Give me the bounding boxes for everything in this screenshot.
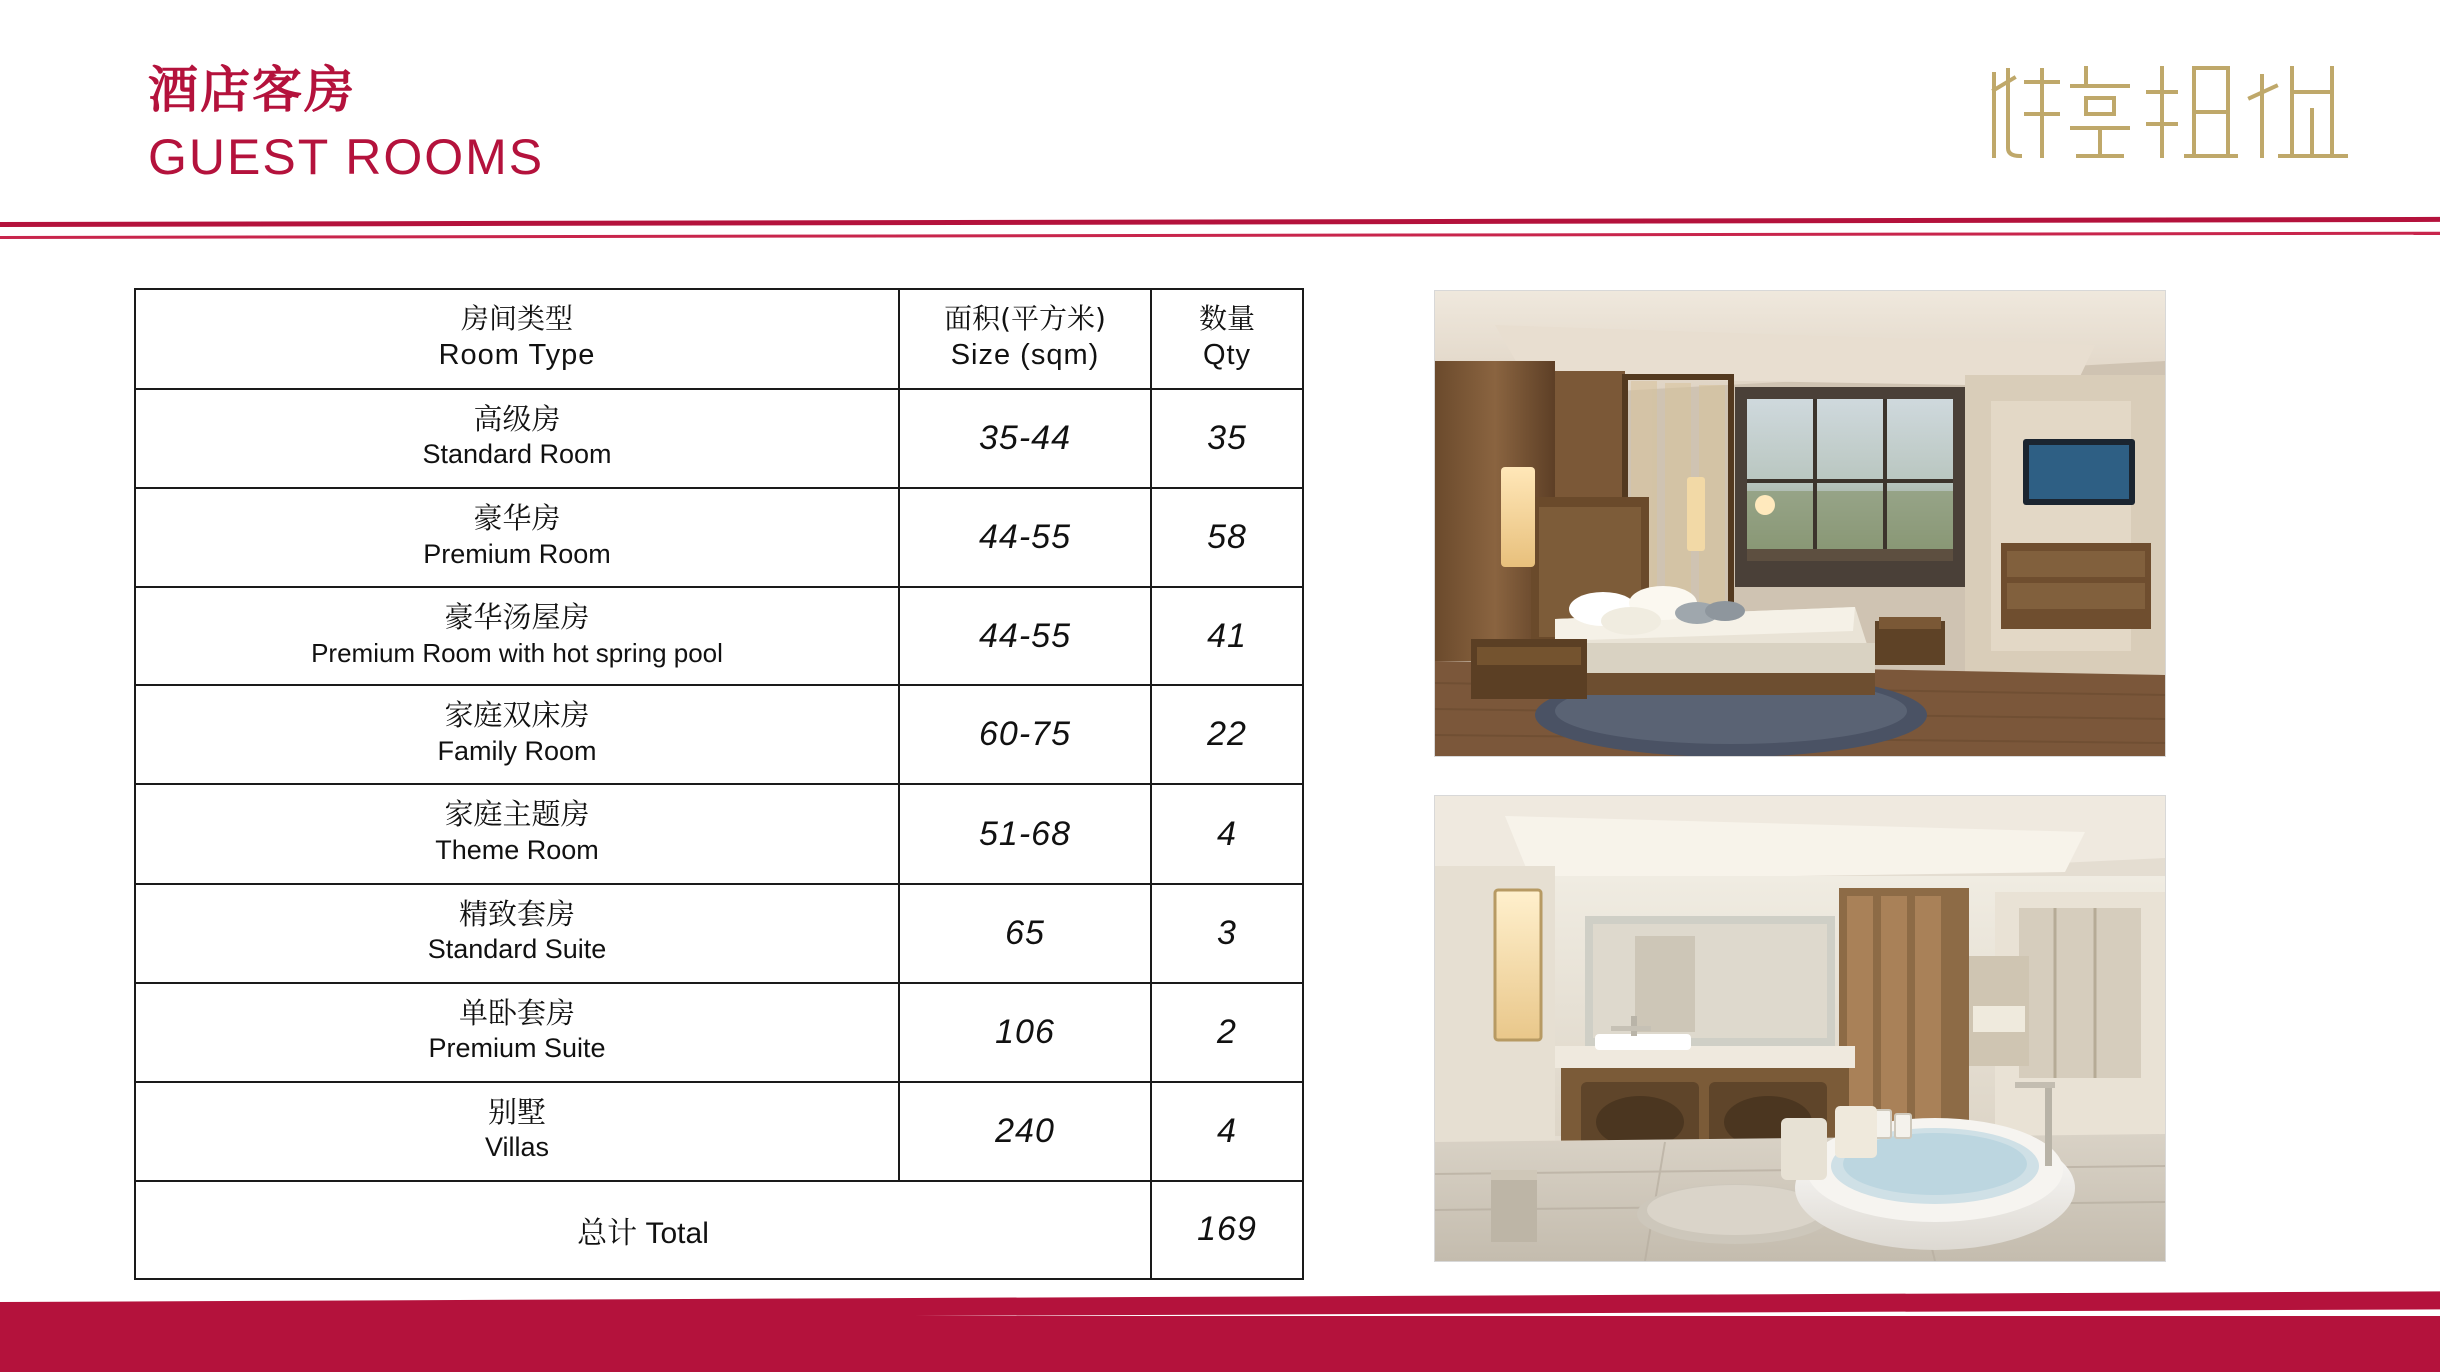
- room-type-en: Premium Suite: [428, 1032, 606, 1063]
- cell-room-type: [135, 587, 899, 685]
- table-row: [135, 488, 1303, 587]
- page-title: [148, 60, 544, 189]
- cell-room-type: [135, 884, 899, 983]
- room-type-cn: 豪华汤屋房: [444, 600, 590, 635]
- brand-logo-icon: [1980, 52, 2360, 172]
- total-qty: 169: [1151, 1181, 1303, 1279]
- table-row: [135, 784, 1303, 883]
- footer-band: [0, 1316, 2440, 1372]
- header-cell-qty: [1151, 289, 1303, 389]
- header-rule-primary: [0, 217, 2440, 227]
- cell-size: 35-44: [899, 389, 1151, 488]
- total-label-cn: 总计: [577, 1215, 638, 1251]
- header-cell-size: [899, 289, 1151, 389]
- cell-qty: 4: [1151, 784, 1303, 883]
- table-row: [135, 685, 1303, 784]
- cell-qty: 58: [1151, 488, 1303, 587]
- cell-size: 60-75: [899, 685, 1151, 784]
- table-row: [135, 389, 1303, 488]
- guest-room-bathroom-photo: [1434, 795, 2166, 1262]
- cell-size: 51-68: [899, 784, 1151, 883]
- cell-room-type: [135, 784, 899, 883]
- table-total-row: [135, 1181, 1303, 1279]
- cell-qty: 22: [1151, 685, 1303, 784]
- table-header-row: [135, 289, 1303, 389]
- total-label-cell: [135, 1181, 1151, 1279]
- cell-qty: 41: [1151, 587, 1303, 685]
- room-types-table-container: [134, 288, 1302, 1280]
- header-cell-room-type: [135, 289, 899, 389]
- room-type-en: Theme Room: [435, 834, 599, 865]
- header-size-cn: 面积(平方米): [944, 302, 1106, 335]
- header-qty-cn: 数量: [1198, 302, 1255, 335]
- cell-room-type: [135, 685, 899, 784]
- total-label-en: Total: [645, 1216, 709, 1250]
- page-title-en: GUEST ROOMS: [148, 129, 545, 185]
- table-row: [135, 1082, 1303, 1181]
- table-row: [135, 587, 1303, 685]
- room-type-cn: 高级房: [473, 402, 561, 437]
- room-type-cn: 别墅: [487, 1094, 546, 1129]
- cell-size: 65: [899, 884, 1151, 983]
- room-type-en: Premium Room with hot spring pool: [311, 637, 723, 668]
- header-rule-secondary: [0, 232, 2440, 239]
- room-type-en: Family Room: [437, 735, 597, 766]
- room-type-cn: 家庭双床房: [444, 698, 590, 733]
- cell-size: 44-55: [899, 488, 1151, 587]
- header-room-type-en: Room Type: [438, 339, 596, 372]
- page-header: [0, 0, 2440, 228]
- cell-qty: 3: [1151, 884, 1303, 983]
- table-row: [135, 983, 1303, 1082]
- room-type-en: Premium Room: [423, 538, 611, 569]
- guest-room-bedroom-photo: [1434, 290, 2166, 757]
- cell-room-type: [135, 983, 899, 1082]
- room-type-cn: 精致套房: [458, 896, 575, 931]
- room-type-en: Standard Suite: [427, 933, 607, 964]
- room-type-cn: 家庭主题房: [444, 797, 590, 832]
- room-type-cn: 豪华房: [473, 501, 561, 536]
- cell-room-type: [135, 389, 899, 488]
- cell-size: 106: [899, 983, 1151, 1082]
- cell-qty: 4: [1151, 1082, 1303, 1181]
- page-title-cn: 酒店客房: [148, 61, 356, 119]
- room-type-en: Villas: [484, 1131, 550, 1162]
- cell-room-type: [135, 488, 899, 587]
- room-type-en: Standard Room: [422, 439, 612, 470]
- cell-size: 240: [899, 1082, 1151, 1181]
- header-size-en: Size (sqm): [950, 339, 1100, 372]
- header-qty-en: Qty: [1202, 339, 1252, 372]
- cell-room-type: [135, 1082, 899, 1181]
- cell-qty: 35: [1151, 389, 1303, 488]
- cell-size: 44-55: [899, 587, 1151, 685]
- room-type-cn: 单卧套房: [458, 995, 575, 1030]
- header-room-type-cn: 房间类型: [460, 302, 573, 335]
- table-row: [135, 884, 1303, 983]
- cell-qty: 2: [1151, 983, 1303, 1082]
- room-types-table: [134, 288, 1304, 1280]
